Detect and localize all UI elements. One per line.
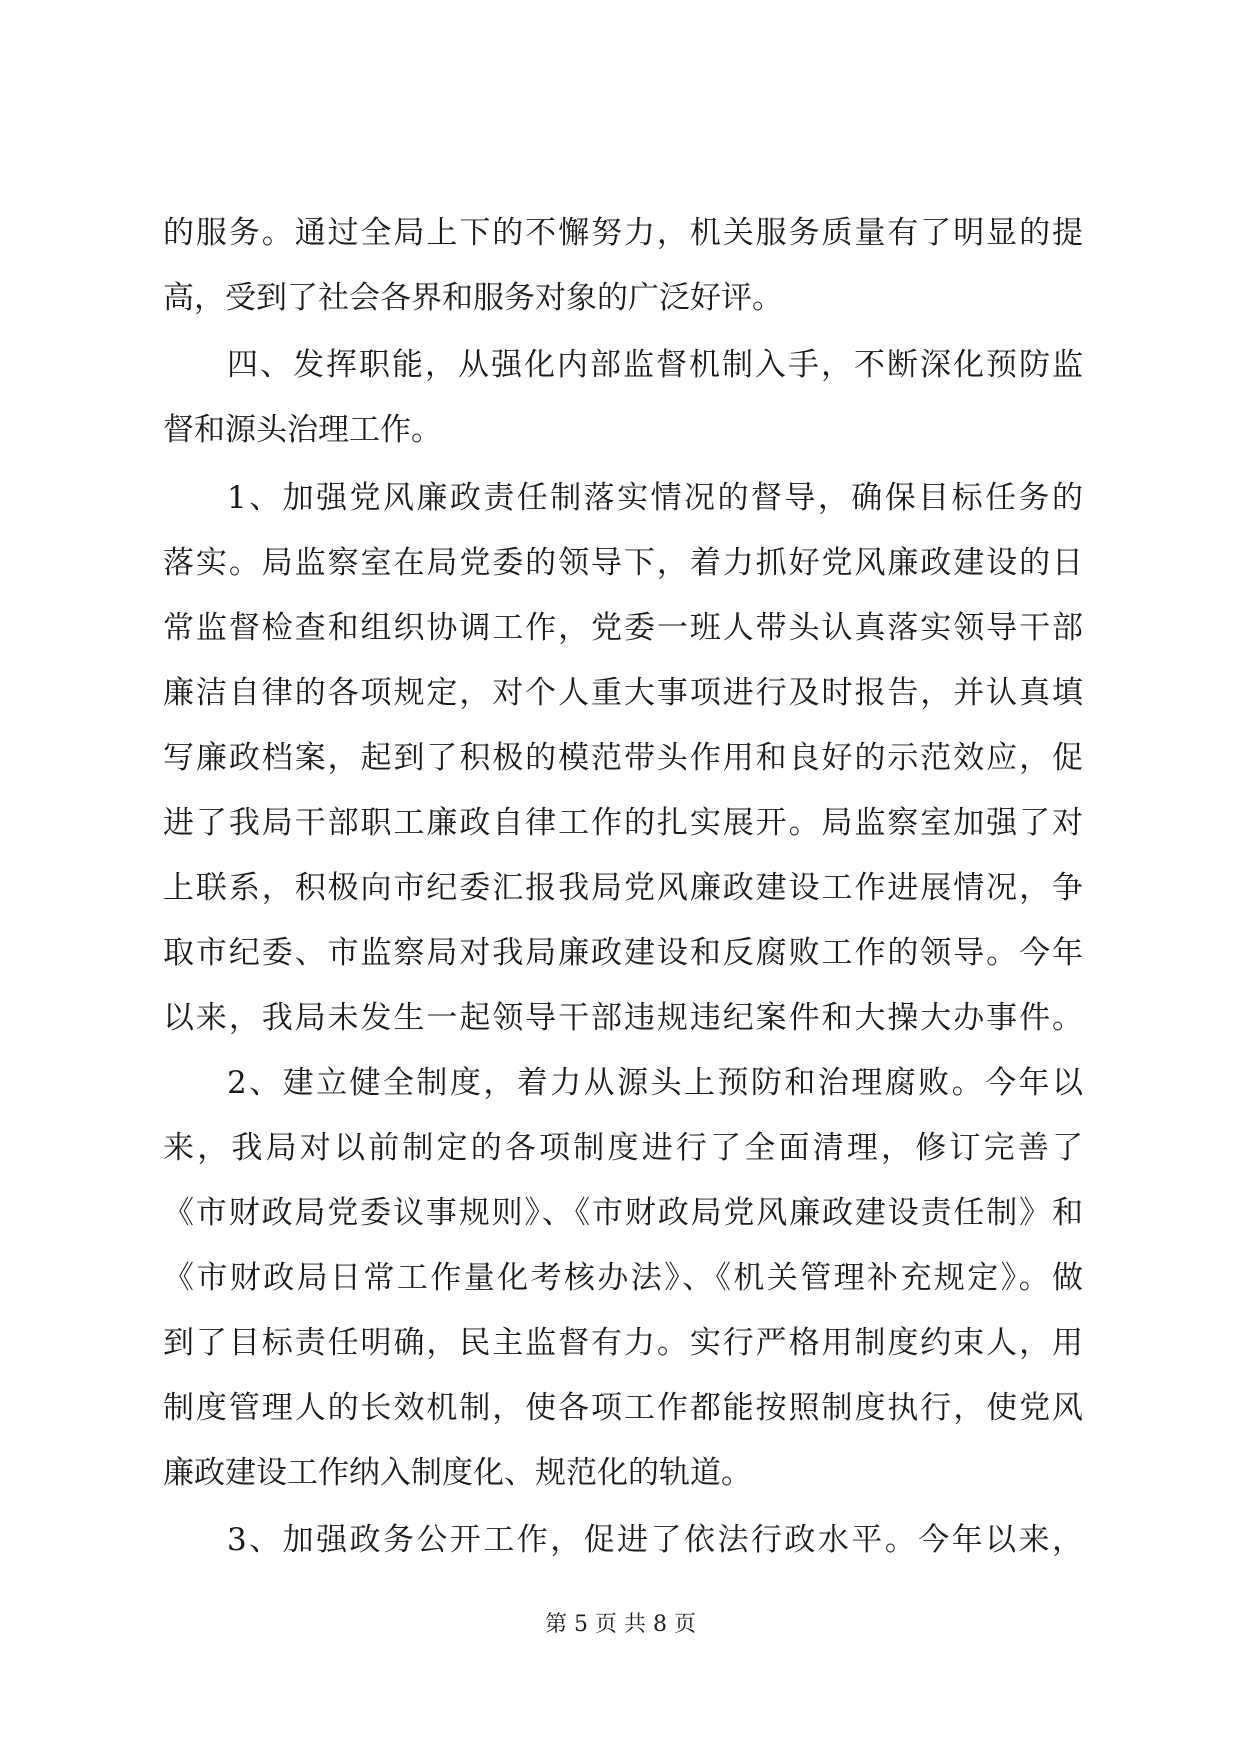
text-line: 来，我局对以前制定的各项制度进行了全面清理，修订完善了 [163, 1130, 1083, 1166]
text-line: 上联系，积极向市纪委汇报我局党风廉政建设工作进展情况，争 [163, 870, 1083, 906]
page-number-footer: 第 5 页 共 8 页 [545, 1612, 696, 1637]
text-line: 落实。局监察室在局党委的领导下，着力抓好党风廉政建设的日 [163, 545, 1083, 581]
text-line: 制度管理人的长效机制，使各项工作都能按照制度执行，使党风 [163, 1390, 1083, 1426]
text-line: 《市财政局党委议事规则》、《市财政局党风廉政建设责任制》和 [163, 1195, 1083, 1231]
text-line: 取市纪委、市监察局对我局廉政建设和反腐败工作的领导。今年 [163, 935, 1083, 971]
text-line: 1、加强党风廉政责任制落实情况的督导，确保目标任务的 [227, 480, 1083, 516]
text-line: 高，受到了社会各界和服务对象的广泛好评。 [163, 280, 783, 316]
text-line: 到了目标责任明确，民主监督有力。实行严格用制度约束人，用 [163, 1325, 1083, 1361]
text-line: 督和源头治理工作。 [163, 412, 442, 448]
text-line: 四、发挥职能，从强化内部监督机制入手，不断深化预防监 [227, 347, 1083, 383]
text-line: 的服务。通过全局上下的不懈努力，机关服务质量有了明显的提 [163, 215, 1083, 251]
text-line: 2、建立健全制度，着力从源头上预防和治理腐败。今年以 [227, 1065, 1083, 1101]
text-line: 常监督检查和组织协调工作，党委一班人带头认真落实领导干部 [163, 610, 1083, 646]
text-line: 廉洁自律的各项规定，对个人重大事项进行及时报告，并认真填 [163, 675, 1083, 711]
text-line: 进了我局干部职工廉政自律工作的扎实展开。局监察室加强了对 [163, 805, 1083, 841]
text-line: 写廉政档案，起到了积极的模范带头作用和良好的示范效应，促 [163, 740, 1083, 776]
text-line: 廉政建设工作纳入制度化、规范化的轨道。 [163, 1455, 752, 1491]
text-line: 以来，我局未发生一起领导干部违规违纪案件和大操大办事件。 [163, 1000, 1083, 1036]
text-line: 《市财政局日常工作量化考核办法》、《机关管理补充规定》。做 [163, 1260, 1083, 1296]
text-line: 3、加强政务公开工作，促进了依法行政水平。今年以来， [227, 1522, 1083, 1558]
